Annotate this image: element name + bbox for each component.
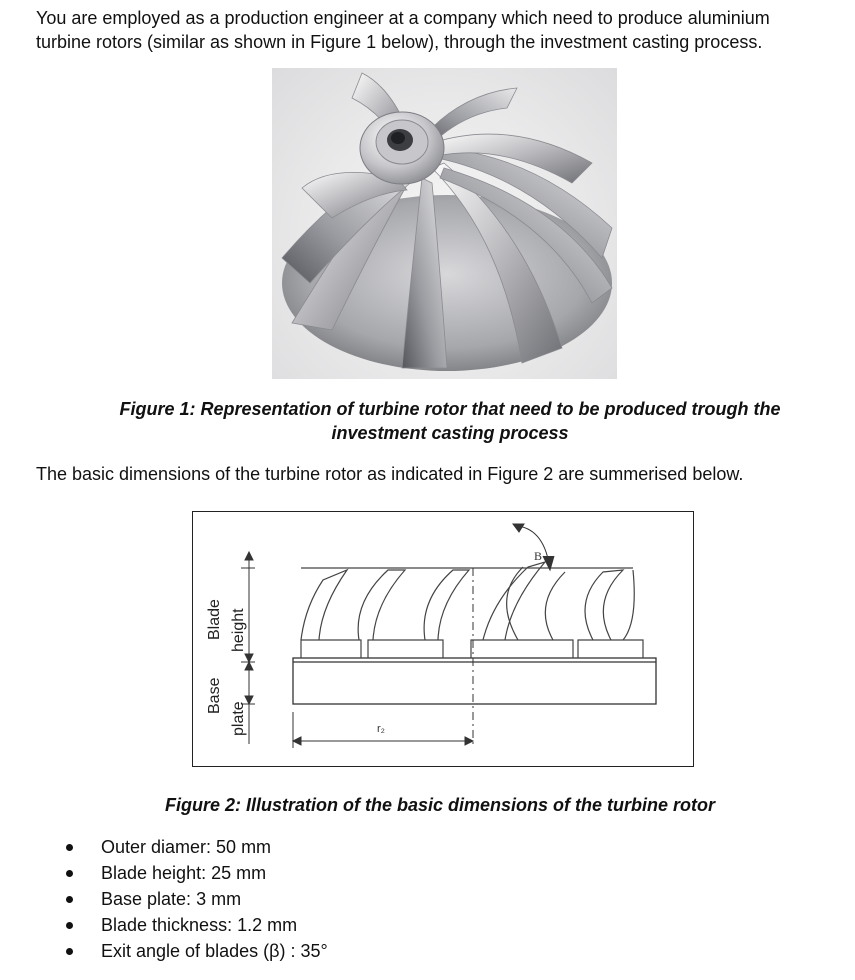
spec-item [66, 912, 328, 938]
r2-label: r₂ [377, 723, 385, 735]
spec-item [66, 938, 328, 964]
intro-line-1: You are employed as a production engineer at a company which need to produce aluminium [36, 8, 770, 28]
bullet-icon [66, 870, 73, 877]
figure-2-dimension-diagram [192, 511, 694, 767]
angle-beta-indicator [513, 524, 554, 570]
spec-text: Base plate: 3 mm [101, 889, 242, 909]
spec-text: Exit angle of blades (β) : 35° [101, 941, 328, 961]
spec-text: Blade height: 25 mm [101, 863, 267, 883]
plate-label: plate [230, 701, 247, 736]
dimension-lines [241, 552, 473, 748]
spec-item [66, 834, 328, 860]
spec-item [66, 860, 328, 886]
figure-1-turbine-rotor-image [272, 68, 617, 379]
bullet-icon [66, 948, 73, 955]
figure-2-caption: Figure 2: Illustration of the basic dimensions of the turbine rotor [164, 795, 716, 815]
basic-dimensions-paragraph: The basic dimensions of the turbine rotor as indicated in Figure 2 are summerised below. [36, 464, 744, 484]
spec-text: Outer diamer: 50 mm [101, 837, 272, 857]
spec-text: Blade thickness: 1.2 mm [101, 915, 298, 935]
base-label: Base [206, 677, 223, 714]
bullet-icon [66, 896, 73, 903]
blade-profiles [301, 562, 643, 658]
figure-1-caption [60, 397, 840, 445]
spec-item [66, 886, 328, 912]
figure-1-caption-line-2: investment casting process [331, 423, 569, 443]
specifications-list [66, 834, 328, 964]
bullet-icon [66, 922, 73, 929]
blade-label: Blade [206, 599, 223, 640]
base-plate-shape [293, 658, 656, 704]
height-label: height [230, 608, 247, 652]
bullet-icon [66, 844, 73, 851]
angle-label: B [534, 549, 543, 563]
intro-paragraph [36, 6, 846, 54]
figure-1-caption-line-1: Figure 1: Representation of turbine rotor that need to be produced trough the [119, 399, 781, 419]
intro-line-2: turbine rotors (similar as shown in Figure 1 below), through the investment casting process. [36, 32, 763, 52]
